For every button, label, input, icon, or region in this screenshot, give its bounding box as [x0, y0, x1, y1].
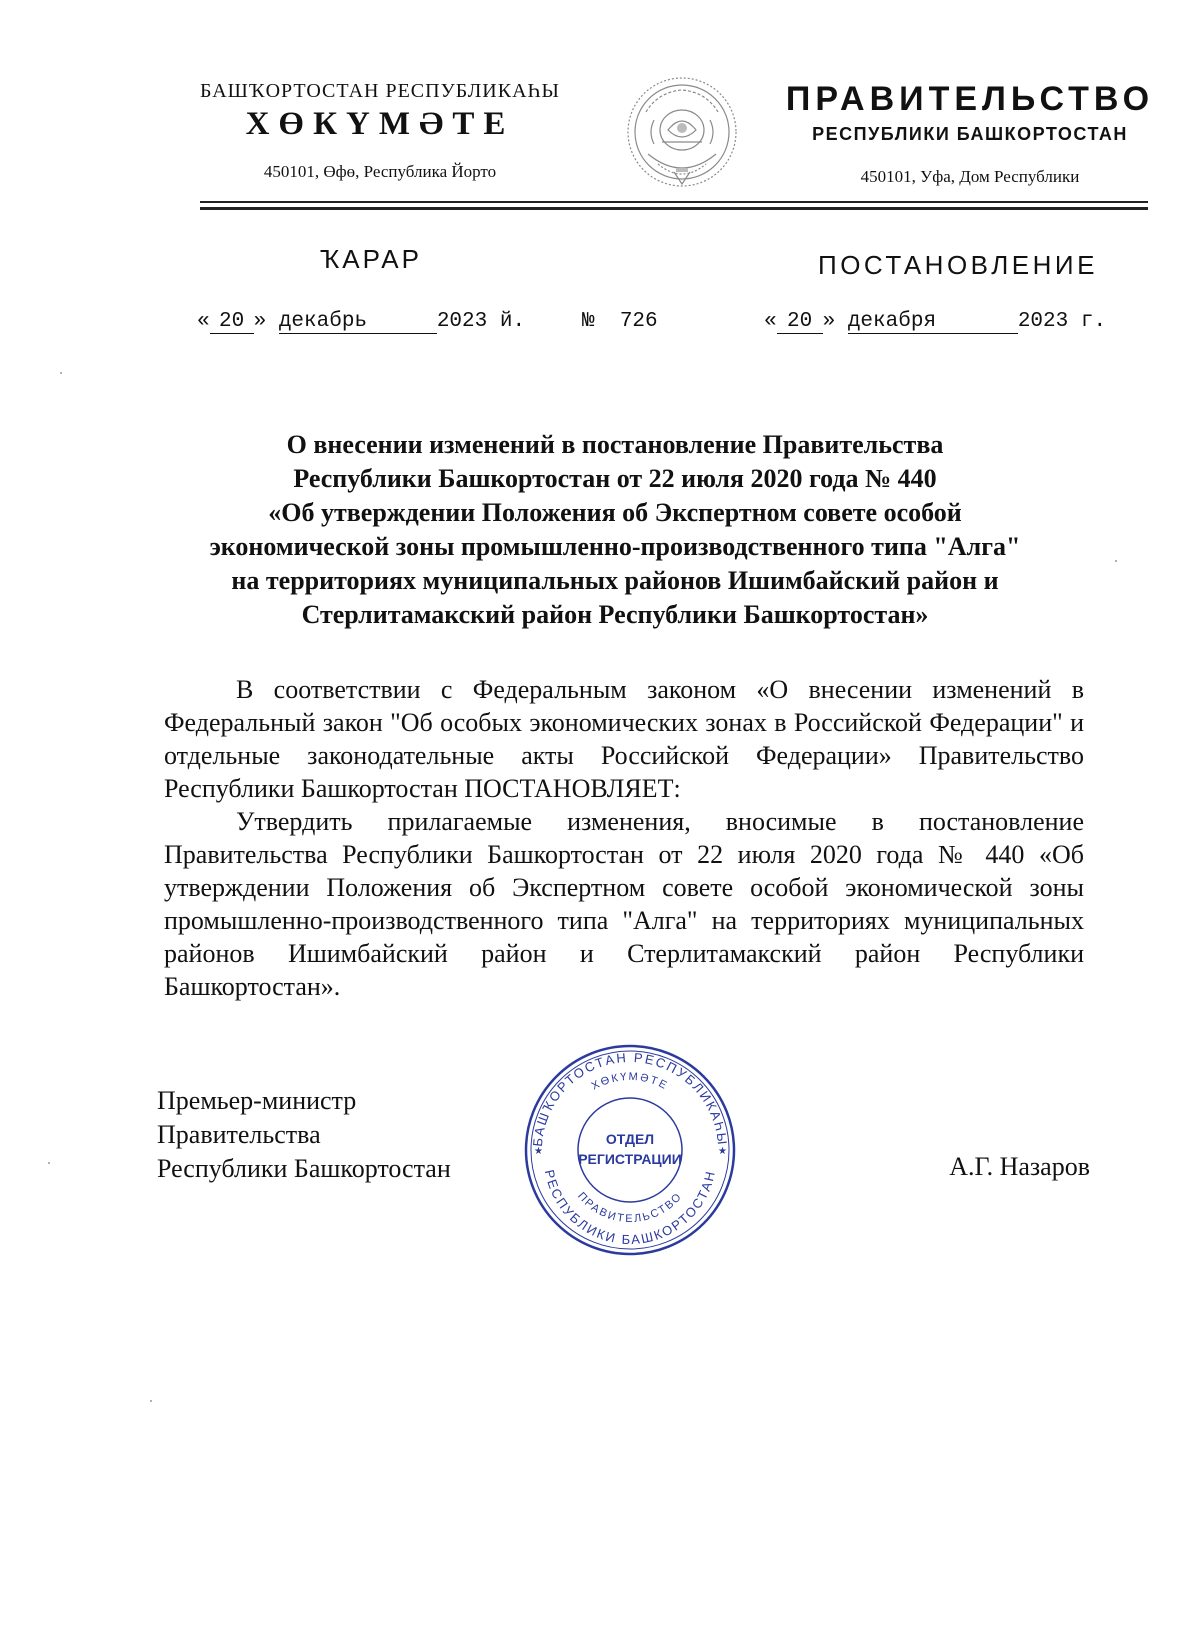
- date-right-day: 20: [777, 310, 823, 334]
- document-body: [164, 673, 1084, 1003]
- stamp-inner-top-text: ХӨКҮМӘТЕ: [589, 1070, 671, 1093]
- stamp-center-line-1: ОТДЕЛ: [605, 1131, 655, 1147]
- header-right-name: ПРАВИТЕЛЬСТВО: [785, 80, 1155, 118]
- title-line: О внесении изменений в постановление Правительства: [286, 430, 944, 459]
- header-left-address: 450101, Өфө, Республика Йорто: [263, 162, 497, 181]
- header-divider-thick: [200, 207, 1148, 210]
- date-russian: [764, 310, 1106, 334]
- stamp-star-left-icon: ★: [534, 1146, 543, 1157]
- number-sign: №: [582, 310, 595, 333]
- body-paragraph-2: Утвердить прилагаемые изменения, вносимые в постановление Правительства Республики Башкортостан от 22 июля 2020 года № 440 «Об утверждении Положения об Экспертном совете особой экономической зоны промышленно-производственного типа "Алга" на территориях муниципальных районов Ишимбайский район и Стерлитамакский район Республики Башкортостан».: [164, 807, 1084, 1001]
- header-right-org: РЕСПУБЛИКИ БАШКОРТОСТАН: [812, 124, 1128, 144]
- title-line: Республики Башкортостан от 22 июля 2020 года № 440: [293, 464, 937, 493]
- date-bashkir: [197, 310, 525, 334]
- date-right-month: декабря: [848, 310, 1018, 334]
- date-right-close-quote: »: [822, 310, 836, 333]
- date-left-month: декабрь: [279, 310, 437, 334]
- title-line: «Об утверждении Положения об Экспертном совете особой: [268, 498, 962, 527]
- bashkortostan-coat-of-arms-icon: [618, 72, 746, 196]
- header-left-name: ХӨКҮМӘТЕ: [245, 106, 515, 142]
- header-left-org: БАШҠОРТОСТАН РЕСПУБЛИКАҺЫ: [200, 80, 560, 102]
- signatory-position-line: Республики Башкортостан: [157, 1154, 451, 1183]
- date-left-year: 2023 й.: [436, 310, 526, 333]
- stamp-outer-bottom-text: РЕСПУБЛИКИ БАШКОРТОСТАН: [541, 1168, 719, 1248]
- date-right-open-quote: «: [764, 310, 777, 333]
- signatory-position: [157, 1084, 451, 1186]
- stamp-outer-top-text: БАШҠОРТОСТАН РЕСПУБЛИКАҺЫ: [529, 1049, 731, 1148]
- document-title: [150, 428, 1080, 632]
- signatory-name: А.Г. Назаров: [949, 1152, 1090, 1181]
- doc-type-russian: ПОСТАНОВЛЕНИЕ: [818, 250, 1098, 280]
- date-left-open-quote: «: [197, 310, 210, 333]
- stamp-center-line-2: РЕГИСТРАЦИИ: [578, 1151, 682, 1167]
- document-number: [582, 310, 658, 333]
- stamp-star-right-icon: ★: [718, 1146, 727, 1157]
- body-paragraph-1: В соответствии с Федеральным законом «О внесении изменений в Федеральный закон "Об особых экономических зонах в Российской Федерации" и отдельные законодательные акты Российской Федерации» Правительство Республики Башкортостан ПОСТАНОВЛЯЕТ:: [164, 675, 1084, 803]
- doc-type-bashkir: ҠАРАР: [320, 244, 422, 274]
- title-line: на территориях муниципальных районов Ишимбайский район и: [231, 566, 999, 595]
- signatory-position-line: Премьер-министр: [157, 1086, 357, 1115]
- date-right-year: 2023 г.: [1017, 310, 1107, 333]
- date-left-day: 20: [210, 310, 254, 334]
- stamp-inner-bottom-text: ПРАВИТЕЛЬСТВО: [575, 1190, 685, 1226]
- registration-stamp: [520, 1040, 740, 1260]
- date-left-close-quote: »: [253, 310, 267, 333]
- header-divider-thin: [200, 201, 1148, 203]
- header-right-address: 450101, Уфа, Дом Республики: [860, 167, 1080, 186]
- number-value: 726: [619, 310, 658, 333]
- title-line: Стерлитамакский район Республики Башкортостан»: [301, 600, 929, 629]
- title-line: экономической зоны промышленно-производственного типа "Алга": [209, 532, 1021, 561]
- signatory-position-line: Правительства: [157, 1120, 321, 1149]
